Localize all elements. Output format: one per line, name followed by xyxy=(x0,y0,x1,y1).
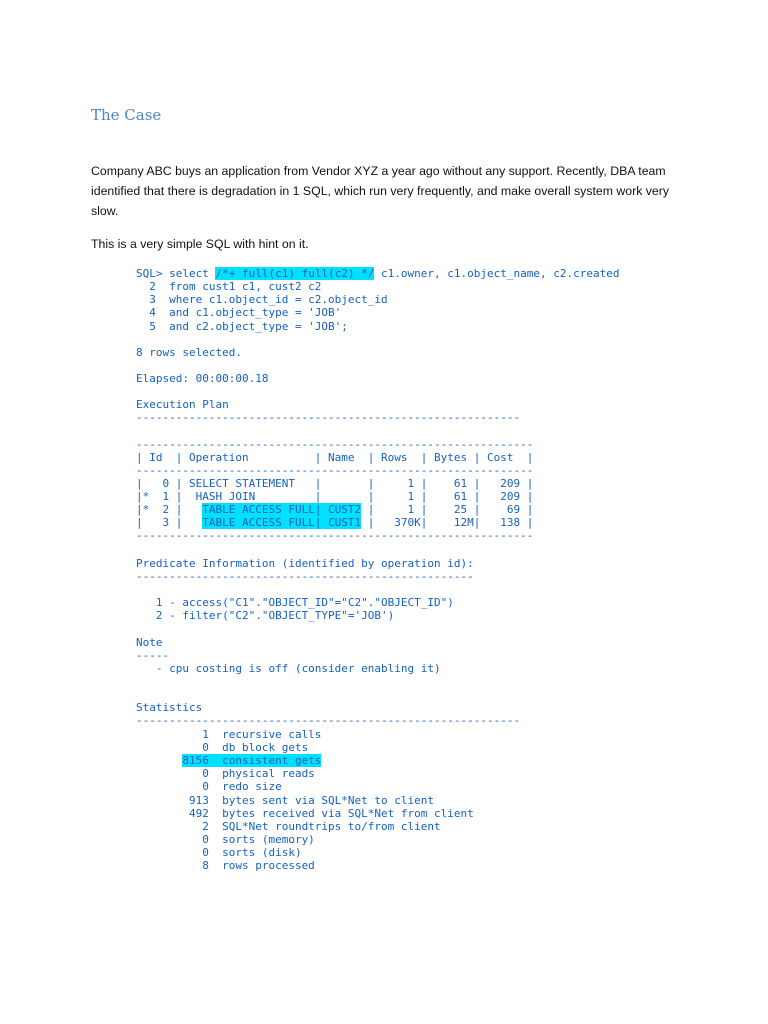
sql-line-1: SQL> select /*+ full(c1) full(c2) */ c1.owner, c1.object_name, c2.created xyxy=(136,267,620,280)
plan-table-border-bottom: ------------------------------------------------------------ xyxy=(136,529,534,542)
predicate-line-2: 2 - filter("C2"."OBJECT_TYPE"='JOB') xyxy=(136,609,395,622)
plan-table-border-top: ------------------------------------------------------------ xyxy=(136,438,534,451)
sql-line-2: 2 from cust1 c1, cust2 c2 xyxy=(136,280,322,293)
stat-rows-processed: 8 rows processed xyxy=(136,859,315,872)
note-underline: ----- xyxy=(136,649,170,662)
predicate-title: Predicate Information (identified by operation id): xyxy=(136,557,474,570)
stat-bytes-received: 492 bytes received via SQL*Net from client xyxy=(136,807,474,820)
plan-table-header: | Id | Operation | Name | Rows | Bytes | Cost | xyxy=(136,451,534,464)
rows-selected: 8 rows selected. xyxy=(136,346,242,359)
stat-db-block-gets: 0 db block gets xyxy=(136,741,309,754)
plan-title-underline: ---------------------------------------------------------- xyxy=(136,411,521,424)
plan-row-3: | 3 | TABLE ACCESS FULL| CUST1 | 370K| 12M| 138 | xyxy=(136,516,534,529)
predicate-underline: --------------------------------------------------- xyxy=(136,570,474,583)
note-line-1: - cpu costing is off (consider enabling it) xyxy=(136,662,441,675)
plan-row-1: |* 1 | HASH JOIN | | 1 | 61 | 209 | xyxy=(136,490,534,503)
stat-recursive-calls: 1 recursive calls xyxy=(136,728,322,741)
note-title: Note xyxy=(136,636,163,649)
sql-line-5: 5 and c2.object_type = 'JOB'; xyxy=(136,320,348,333)
statistics-underline: ---------------------------------------------------------- xyxy=(136,714,521,727)
plan-row-2-highlight: TABLE ACCESS FULL| CUST2 xyxy=(202,503,362,516)
consistent-gets-highlight: 8156 consistent gets xyxy=(182,754,322,767)
statistics-title: Statistics xyxy=(136,701,203,714)
plan-table-border-mid: ------------------------------------------------------------ xyxy=(136,464,534,477)
stat-physical-reads: 0 physical reads xyxy=(136,767,315,780)
plan-row-0: | 0 | SELECT STATEMENT | | 1 | 61 | 209 | xyxy=(136,477,534,490)
execution-plan-title: Execution Plan xyxy=(136,398,229,411)
stat-consistent-gets xyxy=(136,754,321,767)
section-title: The Case xyxy=(91,106,162,124)
plan-row-3-highlight: TABLE ACCESS FULL| CUST1 xyxy=(202,516,362,529)
sql-description: This is a very simple SQL with hint on it. xyxy=(91,237,309,251)
plan-row-2: |* 2 | TABLE ACCESS FULL| CUST2 | 1 | 25 | 69 | xyxy=(136,503,534,516)
sql-line-4: 4 and c1.object_type = 'JOB' xyxy=(136,306,342,319)
stat-sorts-memory: 0 sorts (memory) xyxy=(136,833,315,846)
intro-paragraph: Company ABC buys an application from Vendor XYZ a year ago without any support. Recently, DBA team identified that there is degradation in 1 SQL, which run very frequently, and make overall system work very slow. xyxy=(91,164,670,218)
sql-hint-highlight: /*+ full(c1) full(c2) */ xyxy=(215,267,375,280)
elapsed-time: Elapsed: 00:00:00.18 xyxy=(136,372,269,385)
stat-roundtrips: 2 SQL*Net roundtrips to/from client xyxy=(136,820,441,833)
predicate-line-1: 1 - access("C1"."OBJECT_ID"="C2"."OBJECT_ID") xyxy=(136,596,454,609)
stat-bytes-sent: 913 bytes sent via SQL*Net to client xyxy=(136,794,435,807)
sql-line-3: 3 where c1.object_id = c2.object_id xyxy=(136,293,388,306)
stat-redo-size: 0 redo size xyxy=(136,780,282,793)
stat-sorts-disk: 0 sorts (disk) xyxy=(136,846,302,859)
